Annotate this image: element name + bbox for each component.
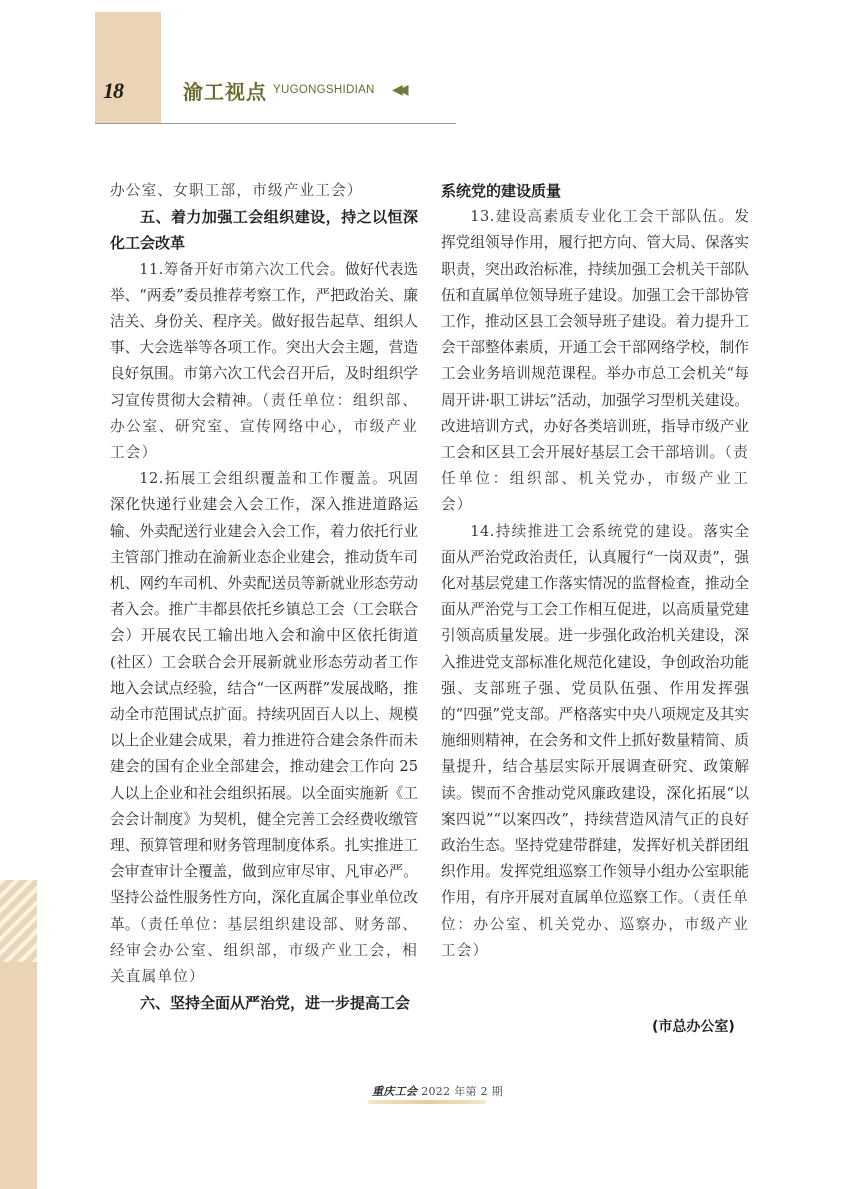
item-14-body: 落实全面从严治党政治责任，认真履行“一岗双责”，强化对基层党建工作落实情况的监督检查，推动全面从严治党与工会工作相互促进，以高质量党建引领高质量发展。进一步强化政治机关建设，深入推进党支部标准化规范化建设，争创政治功能强、支部班子强、党员队伍强、作用发挥强的“四强”党支部。严格落实中央八项规定及其实施细则精神，在会务和文件上抓好数量精简、质量提升，结合基层实际开展调查研究、政策解读。锲而不舍推动党风廉政建设，深化拓展“以案四说”“以案四改”，持续营造风清气正的良好政治生态。坚持党建带群建，发挥好机关群团组织作用。发挥党组巡察工作领导小组办公室职能作用，有序开展对直属单位巡察工作。	[441, 522, 749, 907]
paragraph-continuation: 办公室、女职工部，市级产业工会）	[110, 182, 363, 199]
item-14-lead: 14.持续推进工会系统党的建设。	[470, 522, 704, 540]
item-13-lead: 13.建设高素质专业化工会干部队伍。	[470, 208, 735, 226]
heading-section-5: 五、着力加强工会组织建设，持之以恒深化工会改革	[110, 208, 418, 253]
issue-number: 2022 年第 2 期	[421, 1085, 503, 1098]
item-11-body: 做好代表选举、“两委”委员推荐考察工作，严把政治关、廉洁关、身份关、程序关。做好报告起草、组织人事、大会选举等各项工作。突出大会主题，营造良好氛围。市第六次工代会召开后，及时组织学习宣传贯彻大会精神。	[110, 260, 419, 409]
page-number: 18	[103, 78, 123, 103]
item-14-responsibility: （责任单位：办公室、机关党办、巡察办，市级产业工会）	[441, 889, 749, 959]
page-tab	[95, 12, 161, 123]
item-13-body: 发挥党组领导作用，履行把方向、管大局、保落实职责，突出政治标准，持续加强工会机关干部队伍和直属单位领导班子建设。加强工会干部协管工作，推动区县工会领导班子建设。着力提升工会干部整体素质，开通工会干部网络学校，制作工会业务培训规范课程。举办市总工会机关“每周开讲·职工讲坛”活动，加强学习型机关建设。改进培训方式，办好各类培训班，指导市级产业工会和区县工会开展好基层工会干部培训。	[441, 208, 749, 462]
signature-office: (市总办公室)	[652, 1019, 735, 1035]
paragraph-item-13	[441, 204, 749, 518]
paragraph-item-11	[110, 257, 418, 467]
item-12-responsibility: （责任单位：基层组织建设部、财务部、经审会办公室、组织部，市级产业工会，相关直属单位）	[110, 915, 418, 986]
diagonal-stripes-decoration	[0, 880, 37, 962]
item-11-responsibility: （责任单位：组织部、办公室、研究室、宣传网络中心，市级产业工会）	[110, 391, 418, 462]
item-12-body: 巩固深化快递行业建会入会工作，深入推进道路运输、外卖配送行业建会入会工作，着力依托行业主管部门推动在渝新业态企业建会，推动货车司机、网约车司机、外卖配送员等新就业形态劳动者入会。推广丰都县依托乡镇总工会（工会联合会）开展农民工输出地入会和渝中区依托街道(社区）工会联合会开展新就业形态劳动者工作地入会试点经验，结合“一区两群”发展战略，推动全市范围试点扩面。持续巩固百人以上、规模以上企业建会成果，着力推进符合建会条件而未建会的国有企业全部建会，推动建会工作向 25 人以上企业和社会组织拓展。以全面实施新《工会会计制度》为契机，健全完善工会经费收缴管理、预算管理和财务管理制度体系。扎实推进工会审查审计全覆盖，做到应审尽审、凡审必严。坚持公益性服务性方向，深化直属企事业单位改革。	[110, 470, 418, 933]
item-13-responsibility: （责任单位：组织部、机关党办，市级产业工会）	[441, 444, 749, 514]
paragraph-item-12	[110, 466, 418, 990]
item-11-lead: 11.筹备开好市第六次工代会。	[139, 260, 346, 278]
section-title: 渝工视点	[183, 80, 267, 104]
item-12-lead: 12.拓展工会组织覆盖和工作覆盖。	[139, 470, 388, 488]
section-subtitle: YUGONGSHIDIAN	[273, 84, 375, 96]
heading-section-6-part2: 系统党的建设质量	[441, 182, 562, 200]
left-column	[110, 178, 418, 1017]
heading-section-6-part1: 六、坚持全面从严治党，进一步提高工会	[140, 994, 411, 1013]
paragraph-item-14	[441, 519, 749, 964]
right-column	[441, 178, 749, 964]
double-arrow-left-icon: ◀◀	[392, 82, 404, 98]
header-divider	[95, 123, 456, 124]
magazine-name: 重庆工会	[372, 1085, 418, 1098]
footer-decoration-bar	[368, 1100, 486, 1104]
footer-issue	[372, 1083, 503, 1099]
